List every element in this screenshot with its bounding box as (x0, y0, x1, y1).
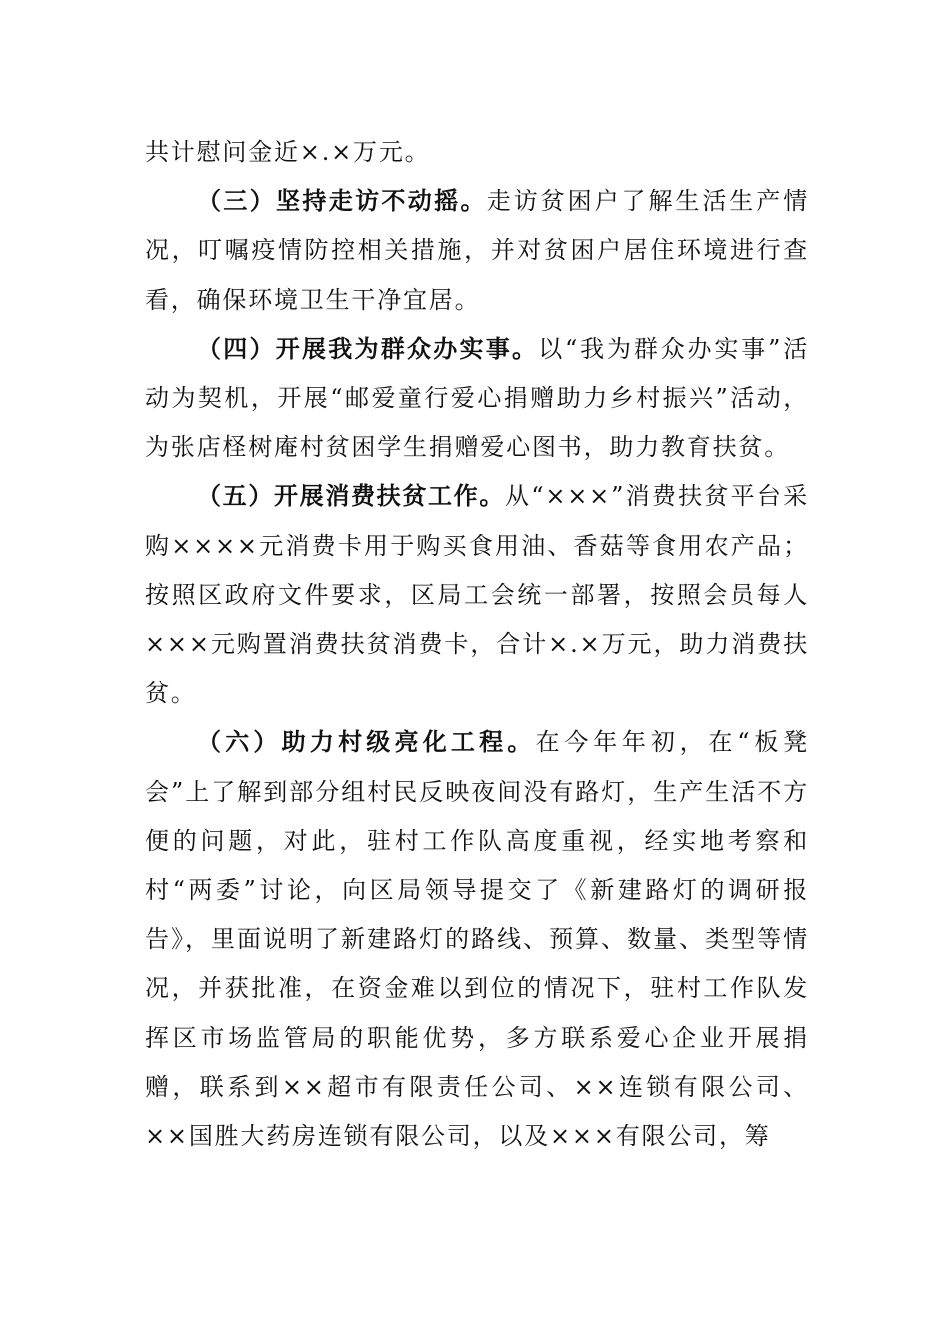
document-body (145, 128, 809, 1161)
paragraph-body: 在今年年初，在“板凳会”上了解到部分组村民反映夜间没有路灯，生产生活不方便的问题，对此，驻村工作队高度重视，经实地考察和村“两委”讨论，向区局领导提交了《新建路灯的调研报告》，里面说明了新建路灯的路线、预算、数量、类型等情况，并获批准，在资金难以到位的情况下，驻村工作队发挥区市场监管局的职能优势，多方联系爱心企业开展捐赠，联系到××超市有限责任公司、××连锁有限公司、××国胜大药房连锁有限公司，以及×××有限公司，筹 (145, 728, 809, 1151)
paragraph-body: 从“×××”消费扶贫平台采购××××元消费卡用于购买食用油、香菇等食用农产品；按照区政府文件要求，区局工会统一部署，按照会员每人×××元购置消费扶贫消费卡，合计×.×万元，助力消费扶贫。 (145, 482, 809, 708)
section-heading: （四）开展我为群众办实事。 (197, 334, 539, 363)
paragraph-continuation (145, 128, 809, 177)
paragraph-section-3 (145, 177, 809, 325)
paragraph-body: 以“我为群众办实事”活动为契机，开展“邮爱童行爱心捐赠助力乡村振兴”活动，为张店柽树庵村贫困学生捐赠爱心图书，助力教育扶贫。 (145, 334, 809, 462)
paragraph-section-6 (145, 718, 809, 1161)
section-heading: （六）助力村级亮化工程。 (197, 728, 536, 757)
section-heading: （五）开展消费扶贫工作。 (197, 482, 505, 511)
paragraph-body: 共计慰问金近×.×万元。 (145, 138, 431, 166)
paragraph-section-4 (145, 325, 809, 473)
paragraph-body: 走访贫困户了解生活生产情况，叮嘱疫情防控相关措施，并对贫困户居住环境进行查看，确保环境卫生干净宜居。 (145, 187, 809, 314)
section-heading: （三）坚持走访不动摇。 (197, 187, 487, 216)
paragraph-section-5 (145, 472, 809, 718)
